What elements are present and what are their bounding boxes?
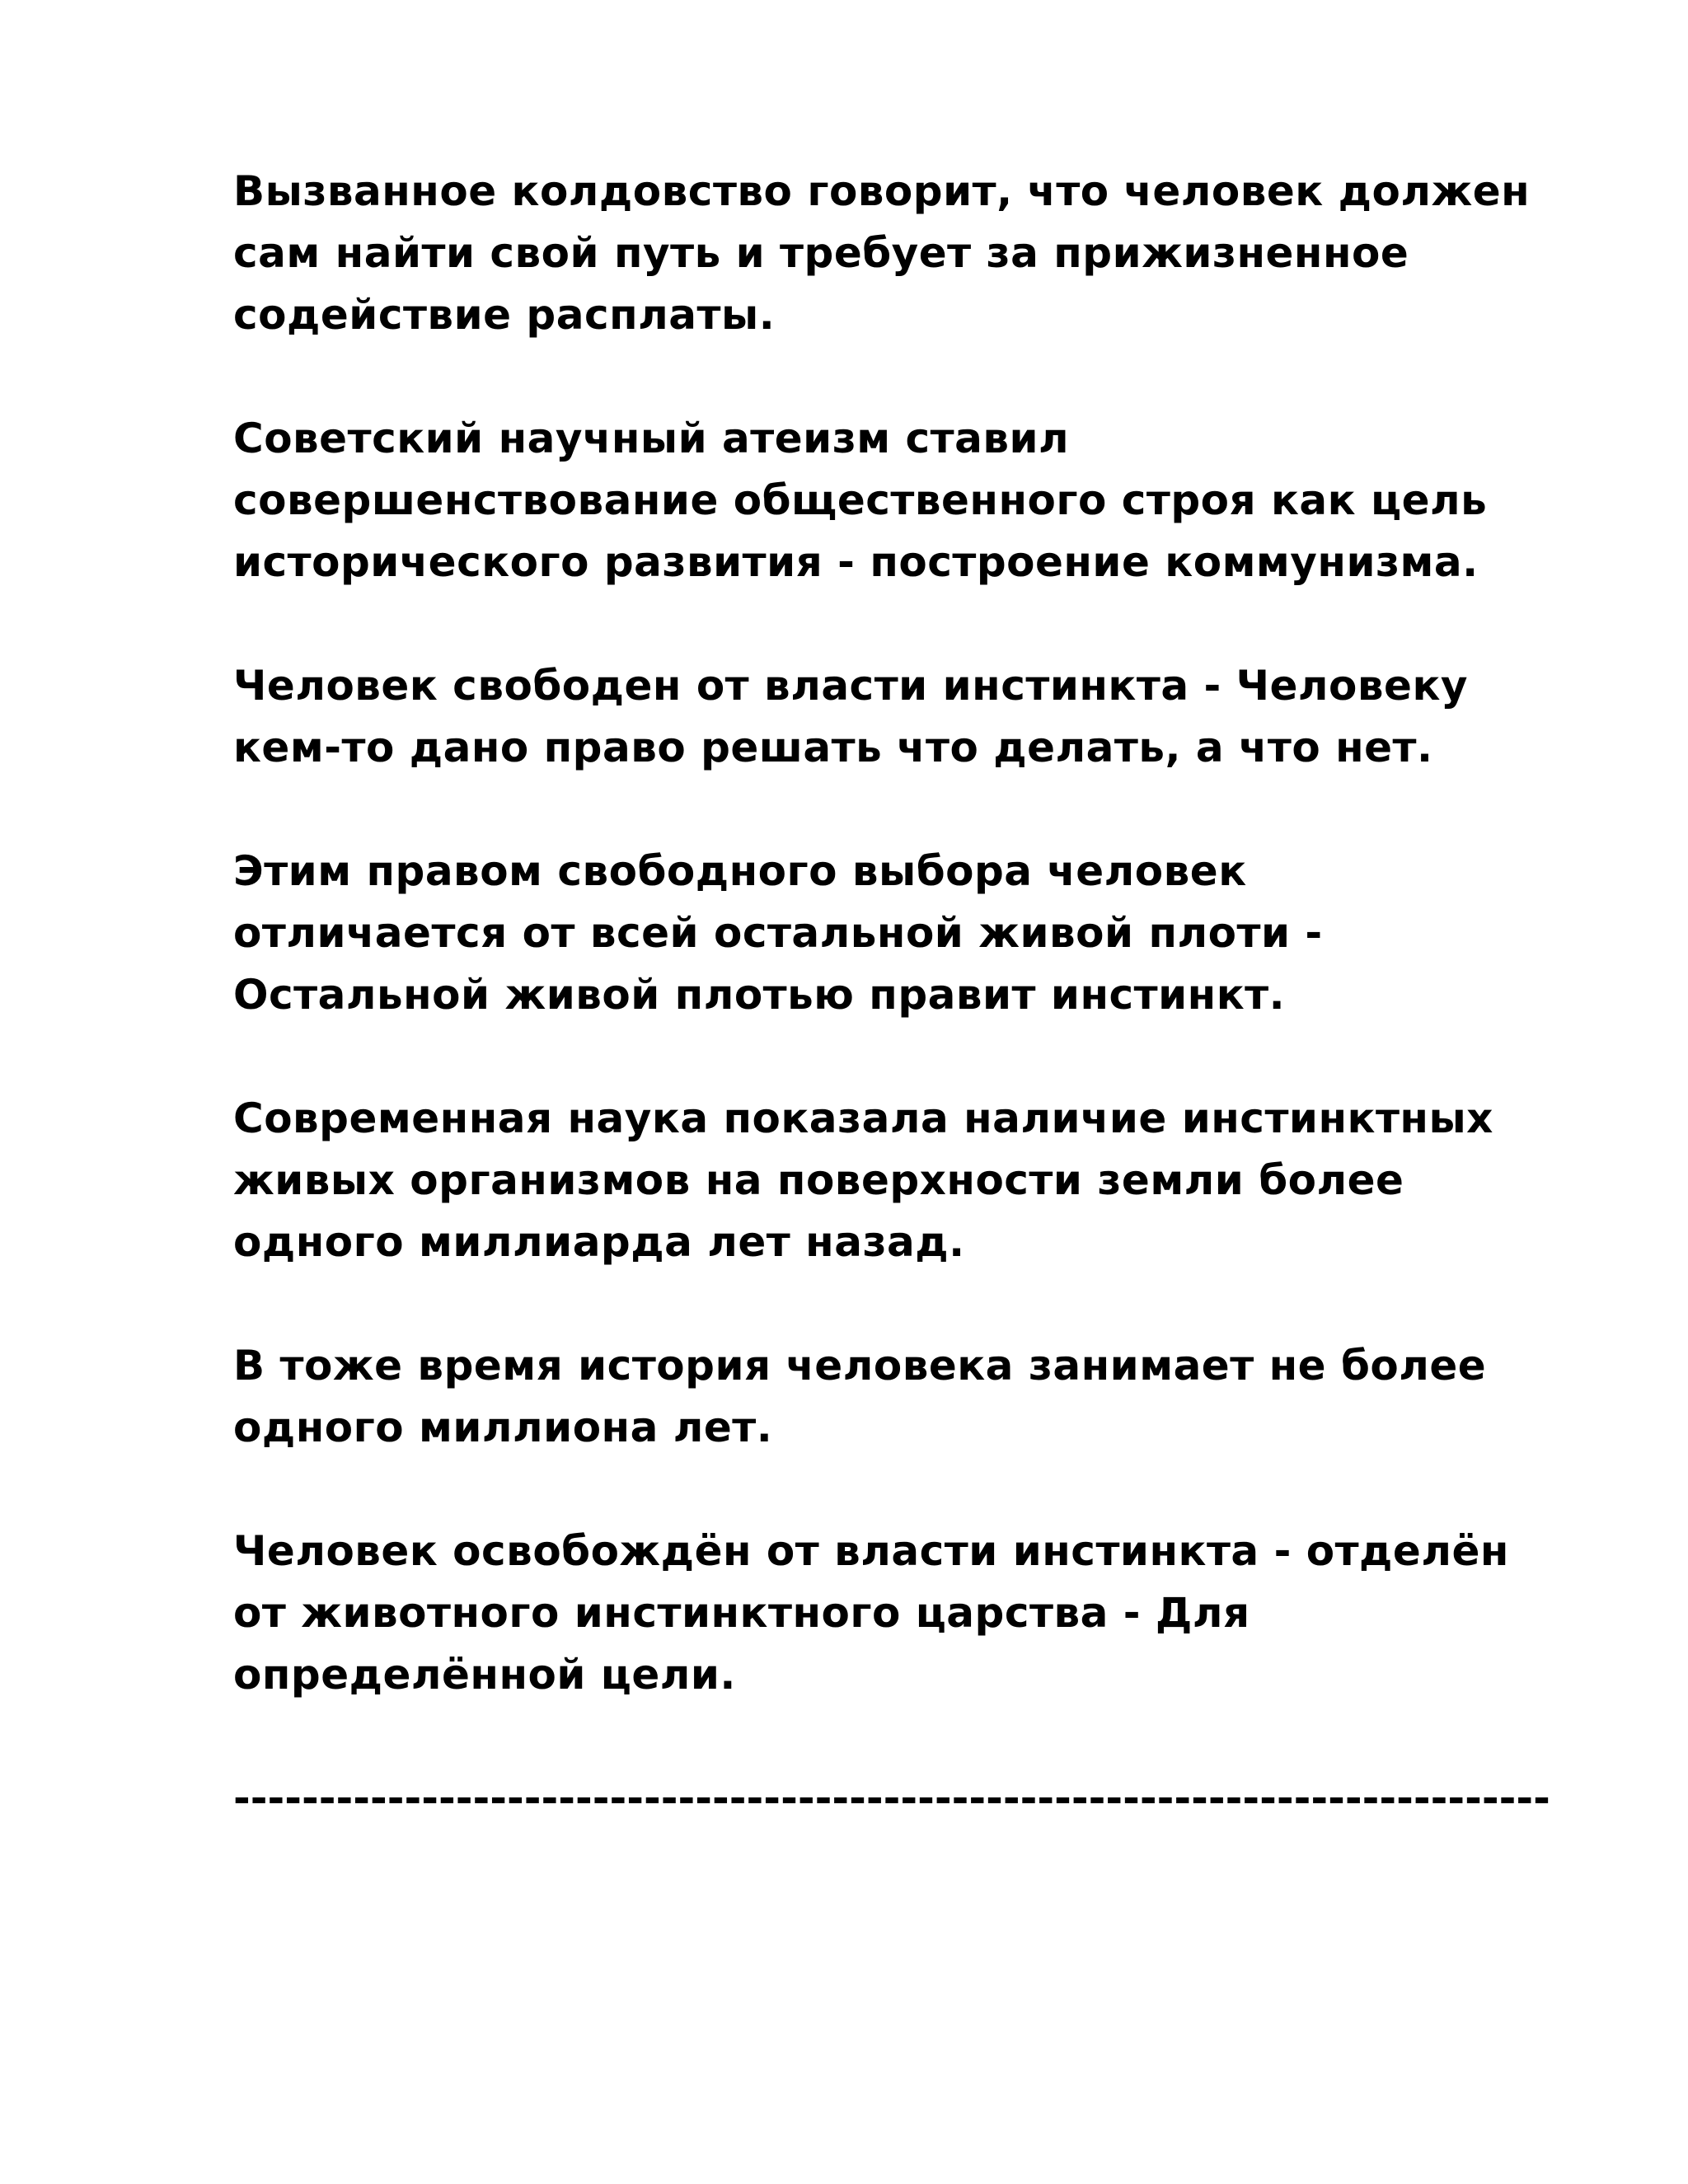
text-line: сам найти свой путь и требует за прижизненное bbox=[233, 229, 1409, 277]
text-line: определённой цели. bbox=[233, 1651, 736, 1699]
paragraph-5 bbox=[233, 1088, 1585, 1273]
text-line: одного миллиона лет. bbox=[233, 1404, 773, 1451]
text-line: исторического развития - построение коммунизма. bbox=[233, 538, 1479, 586]
text-line: отличается от всей остальной живой плоти - bbox=[233, 909, 1323, 957]
text-line: кем-то дано право решать что делать, а что нет. bbox=[233, 724, 1433, 771]
paragraph-3 bbox=[233, 655, 1585, 779]
text-line: живых организмов на поверхности земли более bbox=[233, 1156, 1404, 1204]
paragraph-4 bbox=[233, 841, 1585, 1026]
paragraph-7 bbox=[233, 1521, 1585, 1706]
text-line: содействие расплаты. bbox=[233, 291, 776, 339]
text-line: одного миллиарда лет назад. bbox=[233, 1218, 965, 1266]
text-line: Современная наука показала наличие инстинктных bbox=[233, 1094, 1493, 1142]
text-line: Человек освобождён от власти инстинкта - отделён bbox=[233, 1527, 1509, 1575]
text-line: совершенствование общественного строя как цель bbox=[233, 476, 1488, 524]
paragraph-1 bbox=[233, 161, 1585, 346]
text-line: Человек свободен от власти инстинкта - Человеку bbox=[233, 662, 1468, 710]
text-line: Вызванное колдовство говорит, что человек должен bbox=[233, 167, 1531, 215]
paragraph-6 bbox=[233, 1335, 1585, 1459]
dashed-divider: ----------------------------------------------------------------------------- bbox=[233, 1774, 1550, 1822]
text-line: Этим правом свободного выбора человек bbox=[233, 847, 1247, 895]
text-line: от животного инстинктного царства - Для bbox=[233, 1589, 1250, 1637]
text-line: Советский научный атеизм ставил bbox=[233, 415, 1070, 462]
paragraph-2 bbox=[233, 408, 1585, 593]
document-body bbox=[233, 161, 1585, 1830]
text-line: Остальной живой плотью правит инстинкт. bbox=[233, 971, 1286, 1019]
text-line: В тоже время история человека занимает не более bbox=[233, 1342, 1487, 1390]
